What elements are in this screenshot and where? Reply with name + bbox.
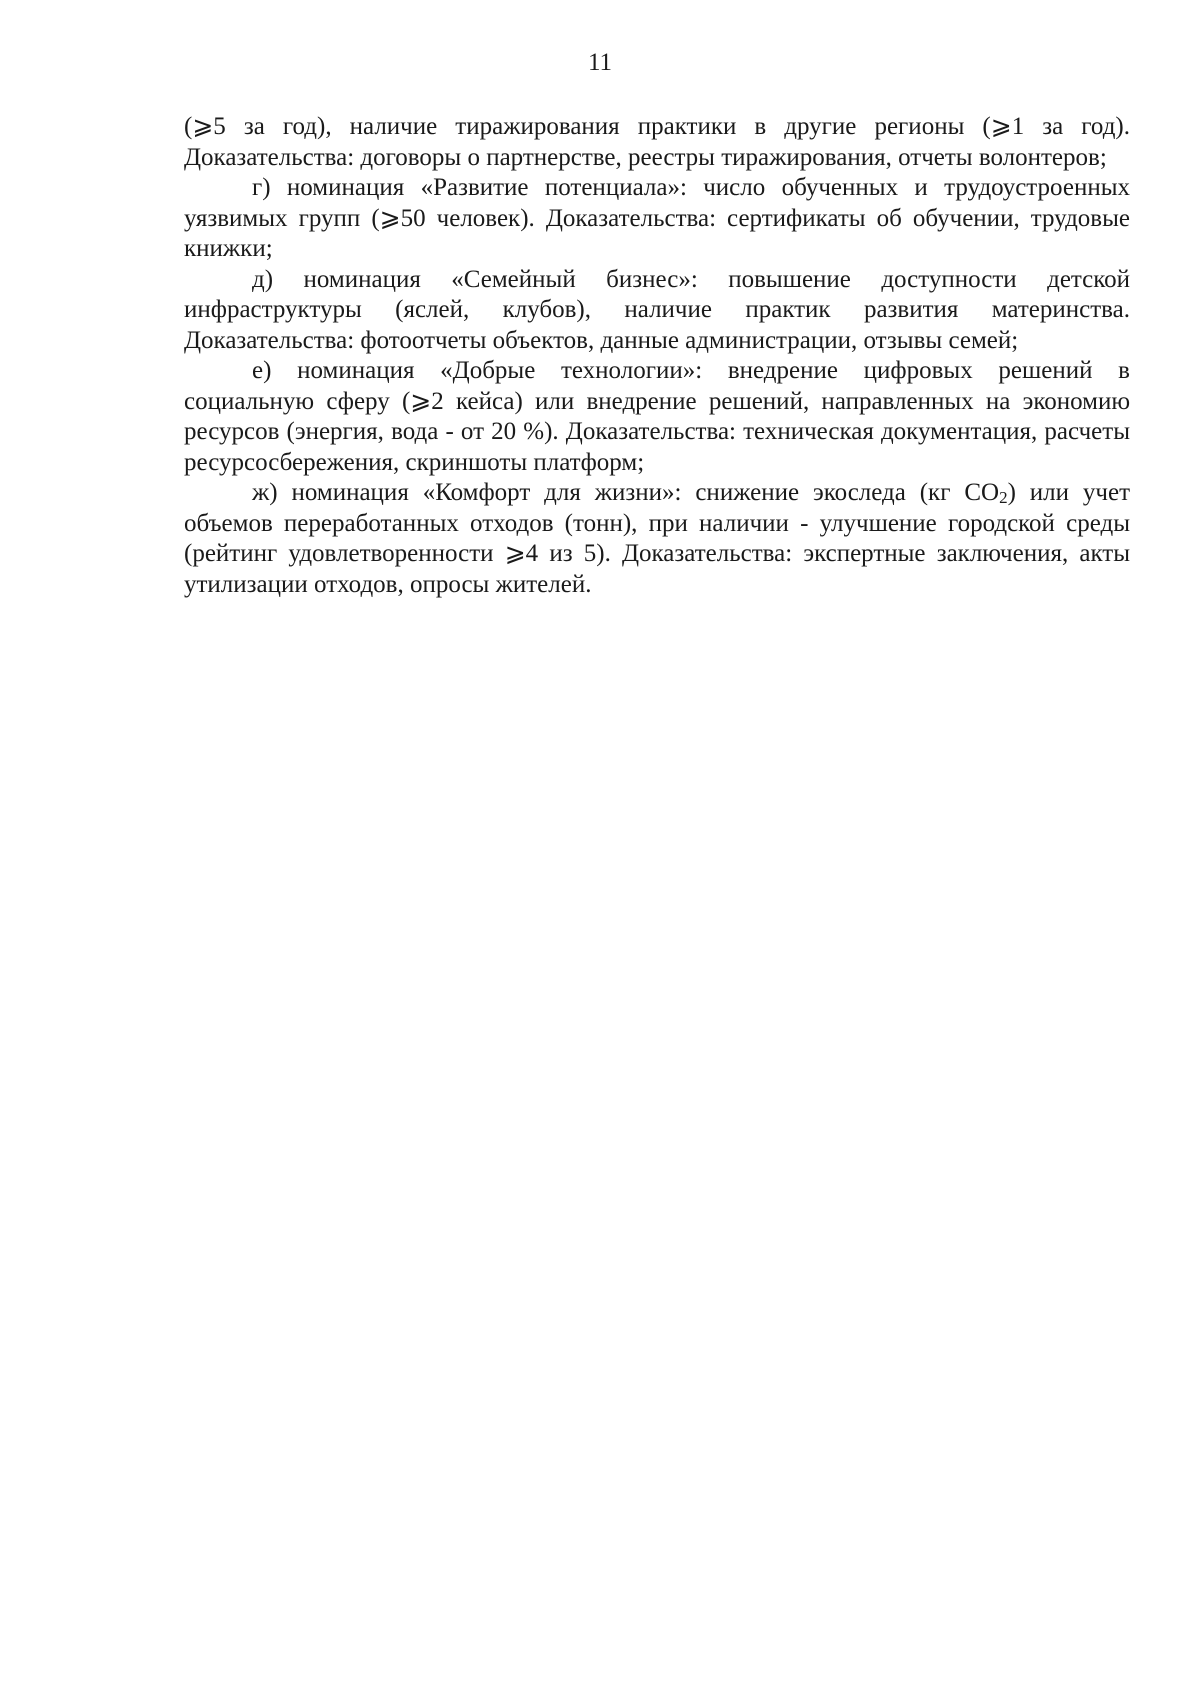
page-number: 11 bbox=[587, 49, 613, 76]
paragraph-item-e: е) номинация «Добрые технологии»: внедрение цифровых решений в социальную сферу (⩾2 кейса) или внедрение решений, направленных на экономию ресурсов (энергия, вода - от 20 %). Доказательства: техническая документация, расчеты ресурсосбережения, скриншоты платформ; bbox=[184, 357, 1130, 476]
document-body bbox=[184, 112, 1130, 600]
paragraph-item-zh-text-after: ) или учет объемов переработанных отходов (тонн), при наличии - улучшение городской среды (рейтинг удовлетворенности ⩾4 из 5). Доказательства: экспертные заключения, акты утилизации отходов, опросы жителей. bbox=[184, 479, 1130, 598]
co2-subscript: 2 bbox=[999, 488, 1008, 507]
paragraph-item-d: д) номинация «Семейный бизнес»: повышение доступности детской инфраструктуры (яслей, клубов), наличие практик развития материнства. Доказательства: фотоотчеты объектов, данные администрации, отзывы семей; bbox=[184, 265, 1130, 354]
paragraph-item-g: г) номинация «Развитие потенциала»: число обученных и трудоустроенных уязвимых групп (⩾50 человек). Доказательства: сертификаты об обучении, трудовые книжки; bbox=[184, 174, 1130, 262]
paragraph-continuation: (⩾5 за год), наличие тиражирования практики в другие регионы (⩾1 за год). Доказательства: договоры о партнерстве, реестры тиражирования, отчеты волонтеров; bbox=[184, 113, 1130, 171]
paragraph-item-zh-text-before: ж) номинация «Комфорт для жизни»: снижение экоследа (кг CO bbox=[252, 479, 1000, 506]
paragraph-item-zh bbox=[184, 478, 1130, 600]
